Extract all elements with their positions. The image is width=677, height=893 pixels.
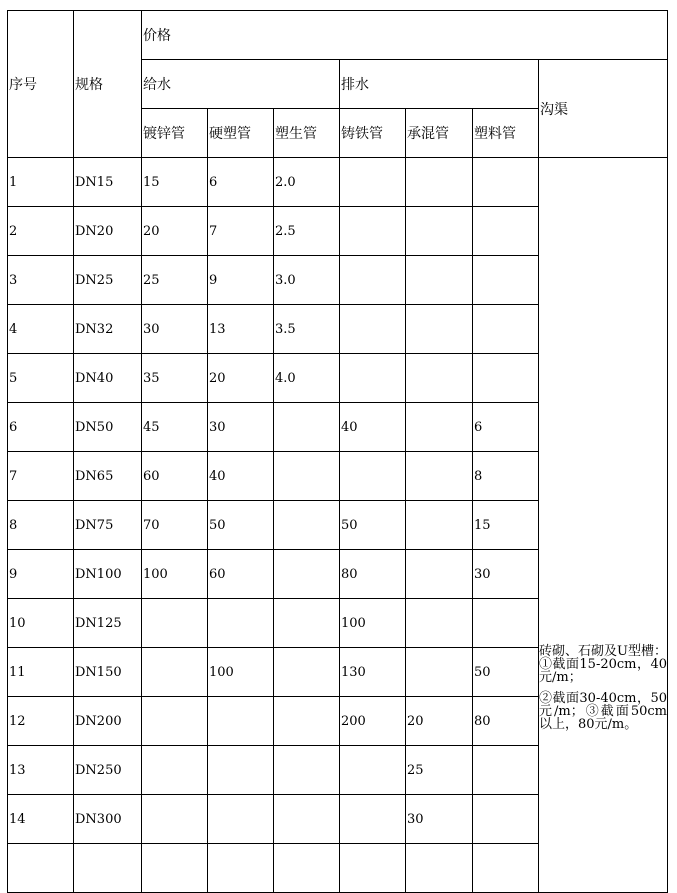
cell-price: 3.5 bbox=[274, 305, 340, 354]
ditch-note-p1: 砖砌、石砌及U型槽：①截面15-20cm，40元/m； bbox=[539, 643, 667, 685]
cell-price bbox=[340, 158, 406, 207]
cell-empty bbox=[208, 844, 274, 893]
cell-price bbox=[406, 305, 473, 354]
cell-price bbox=[406, 256, 473, 305]
cell-spec: DN32 bbox=[74, 305, 142, 354]
cell-spec: DN125 bbox=[74, 599, 142, 648]
cell-price bbox=[340, 452, 406, 501]
cell-empty bbox=[473, 844, 539, 893]
cell-price bbox=[406, 648, 473, 697]
ditch-note-p2: ②截面30-40cm，50元/m；③截面50cm以上，80元/m。 bbox=[539, 690, 667, 732]
cell-spec: DN15 bbox=[74, 158, 142, 207]
cell-price: 15 bbox=[473, 501, 539, 550]
cell-price bbox=[340, 746, 406, 795]
cell-seq: 7 bbox=[8, 452, 74, 501]
cell-seq: 8 bbox=[8, 501, 74, 550]
cell-price: 25 bbox=[142, 256, 208, 305]
cell-price: 80 bbox=[340, 550, 406, 599]
cell-price bbox=[473, 207, 539, 256]
cell-spec: DN100 bbox=[74, 550, 142, 599]
header-spec: 规格 bbox=[74, 11, 142, 158]
cell-price: 30 bbox=[406, 795, 473, 844]
cell-price: 130 bbox=[340, 648, 406, 697]
cell-price bbox=[406, 158, 473, 207]
cell-price bbox=[473, 746, 539, 795]
cell-price: 4.0 bbox=[274, 354, 340, 403]
header-ditch: 沟渠 bbox=[539, 60, 668, 158]
cell-price bbox=[473, 305, 539, 354]
cell-price: 30 bbox=[208, 403, 274, 452]
cell-seq: 2 bbox=[8, 207, 74, 256]
cell-price bbox=[274, 599, 340, 648]
cell-spec: DN200 bbox=[74, 697, 142, 746]
cell-empty bbox=[340, 844, 406, 893]
table-row bbox=[8, 158, 668, 207]
cell-price: 40 bbox=[208, 452, 274, 501]
cell-price bbox=[473, 256, 539, 305]
cell-price bbox=[406, 550, 473, 599]
cell-spec: DN25 bbox=[74, 256, 142, 305]
cell-price bbox=[340, 305, 406, 354]
ditch-note bbox=[539, 158, 668, 893]
cell-price: 50 bbox=[340, 501, 406, 550]
cell-price: 50 bbox=[473, 648, 539, 697]
cell-price bbox=[142, 599, 208, 648]
cell-price bbox=[274, 403, 340, 452]
cell-price: 30 bbox=[473, 550, 539, 599]
cell-price: 40 bbox=[340, 403, 406, 452]
cell-spec: DN65 bbox=[74, 452, 142, 501]
cell-price: 2.5 bbox=[274, 207, 340, 256]
cell-price bbox=[406, 501, 473, 550]
cell-price bbox=[208, 697, 274, 746]
cell-price bbox=[406, 403, 473, 452]
cell-price: 8 bbox=[473, 452, 539, 501]
cell-price: 7 bbox=[208, 207, 274, 256]
cell-price: 60 bbox=[208, 550, 274, 599]
cell-price bbox=[274, 452, 340, 501]
header-plastic-pipe-supply: 塑生管 bbox=[274, 109, 340, 158]
cell-spec: DN150 bbox=[74, 648, 142, 697]
cell-price bbox=[473, 158, 539, 207]
cell-price bbox=[142, 697, 208, 746]
cell-price bbox=[274, 746, 340, 795]
cell-spec: DN300 bbox=[74, 795, 142, 844]
cell-price bbox=[406, 452, 473, 501]
cell-seq: 12 bbox=[8, 697, 74, 746]
cell-price bbox=[208, 795, 274, 844]
cell-price bbox=[340, 795, 406, 844]
cell-price bbox=[142, 648, 208, 697]
cell-price: 13 bbox=[208, 305, 274, 354]
cell-spec: DN75 bbox=[74, 501, 142, 550]
header-price: 价格 bbox=[142, 11, 668, 60]
cell-price bbox=[473, 599, 539, 648]
cell-price: 100 bbox=[142, 550, 208, 599]
cell-price: 6 bbox=[208, 158, 274, 207]
cell-price bbox=[208, 746, 274, 795]
cell-price: 100 bbox=[340, 599, 406, 648]
cell-price bbox=[142, 795, 208, 844]
cell-price bbox=[142, 746, 208, 795]
cell-empty bbox=[274, 844, 340, 893]
cell-price bbox=[274, 697, 340, 746]
cell-seq: 6 bbox=[8, 403, 74, 452]
cell-price: 60 bbox=[142, 452, 208, 501]
cell-price bbox=[274, 550, 340, 599]
cell-price bbox=[340, 354, 406, 403]
cell-price: 15 bbox=[142, 158, 208, 207]
cell-spec: DN250 bbox=[74, 746, 142, 795]
cell-seq: 9 bbox=[8, 550, 74, 599]
header-drainage: 排水 bbox=[340, 60, 539, 109]
cell-seq: 10 bbox=[8, 599, 74, 648]
cell-seq: 5 bbox=[8, 354, 74, 403]
cell-price bbox=[473, 795, 539, 844]
cell-price bbox=[340, 207, 406, 256]
cell-price: 35 bbox=[142, 354, 208, 403]
cell-seq: 4 bbox=[8, 305, 74, 354]
cell-spec: DN50 bbox=[74, 403, 142, 452]
cell-price: 100 bbox=[208, 648, 274, 697]
header-galvanized-pipe: 镀锌管 bbox=[142, 109, 208, 158]
header-plastic-pipe-drain: 塑料管 bbox=[473, 109, 539, 158]
cell-price: 25 bbox=[406, 746, 473, 795]
cell-seq: 3 bbox=[8, 256, 74, 305]
header-rigid-plastic-pipe: 硬塑管 bbox=[208, 109, 274, 158]
cell-empty bbox=[406, 844, 473, 893]
cell-price: 9 bbox=[208, 256, 274, 305]
cell-price: 2.0 bbox=[274, 158, 340, 207]
cell-empty bbox=[142, 844, 208, 893]
cell-price: 70 bbox=[142, 501, 208, 550]
cell-price: 6 bbox=[473, 403, 539, 452]
cell-price: 20 bbox=[142, 207, 208, 256]
cell-price bbox=[274, 648, 340, 697]
cell-price: 3.0 bbox=[274, 256, 340, 305]
cell-spec: DN40 bbox=[74, 354, 142, 403]
cell-price bbox=[406, 599, 473, 648]
cell-price: 200 bbox=[340, 697, 406, 746]
cell-empty bbox=[74, 844, 142, 893]
cell-seq: 1 bbox=[8, 158, 74, 207]
cell-price: 45 bbox=[142, 403, 208, 452]
cell-price bbox=[406, 207, 473, 256]
cell-seq: 11 bbox=[8, 648, 74, 697]
cell-price: 30 bbox=[142, 305, 208, 354]
cell-spec: DN20 bbox=[74, 207, 142, 256]
cell-price bbox=[406, 354, 473, 403]
cell-price bbox=[208, 599, 274, 648]
cell-seq: 13 bbox=[8, 746, 74, 795]
cell-price bbox=[340, 256, 406, 305]
cell-price: 20 bbox=[208, 354, 274, 403]
cell-seq: 14 bbox=[8, 795, 74, 844]
cell-price: 80 bbox=[473, 697, 539, 746]
cell-price bbox=[473, 354, 539, 403]
header-water-supply: 给水 bbox=[142, 60, 340, 109]
header-cast-iron-pipe: 铸铁管 bbox=[340, 109, 406, 158]
header-concrete-pipe: 承混管 bbox=[406, 109, 473, 158]
header-seq: 序号 bbox=[8, 11, 74, 158]
cell-price: 20 bbox=[406, 697, 473, 746]
price-table bbox=[7, 10, 668, 893]
cell-empty bbox=[8, 844, 74, 893]
cell-price bbox=[274, 795, 340, 844]
cell-price: 50 bbox=[208, 501, 274, 550]
cell-price bbox=[274, 501, 340, 550]
